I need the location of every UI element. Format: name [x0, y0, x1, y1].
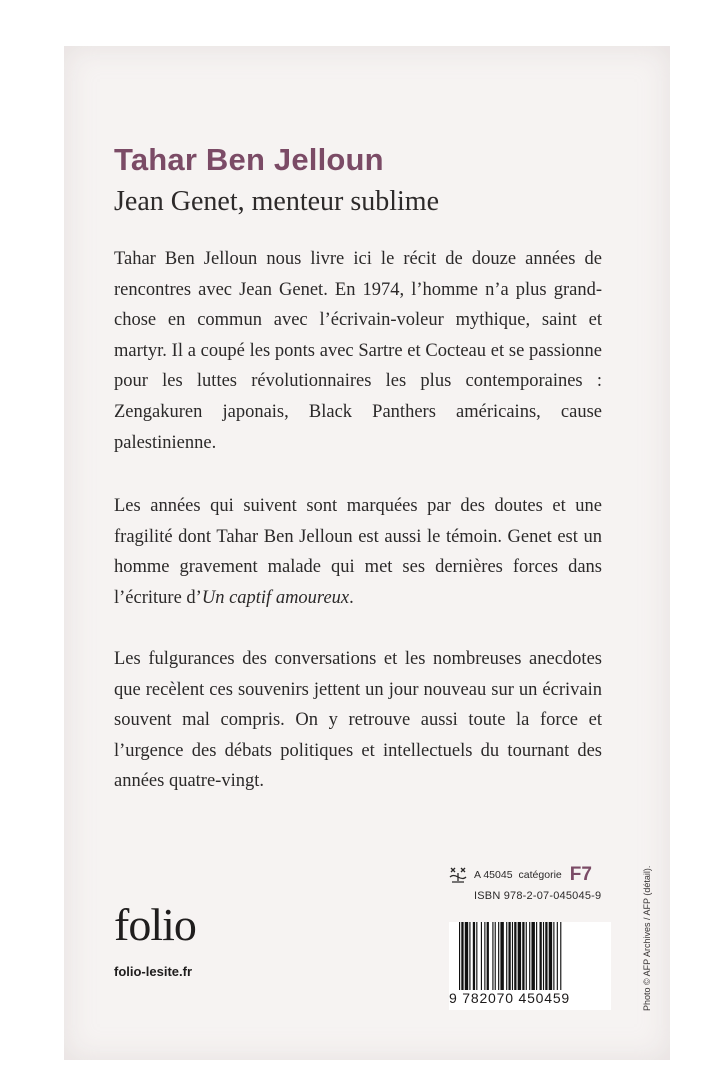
barcode-bar [529, 922, 530, 990]
barcode-bar [476, 922, 477, 990]
barcode-bar [549, 922, 552, 990]
blurb-paragraph-1: Tahar Ben Jelloun nous livre ici le récit de douze années de rencontres avec Jean Genet. En 1974, l’homme n’a plus grand-chose en commun avec l’écrivain-voleur mythique, saint et martyr. Il a coupé les ponts avec Sartre et Cocteau et se passionne pour les luttes révolutionnaires les plus contemporaines : Zengakuren japonais, Black Panthers américains, cause palestinienne. [114, 249, 602, 453]
isbn: ISBN 978-2-07-045045-9 [474, 890, 602, 902]
gallimard-pub-mark-icon [448, 866, 468, 884]
book-reference-italic: Un captif amoureux [201, 587, 350, 608]
barcode-bar [484, 922, 485, 990]
barcode-bar [536, 922, 537, 990]
barcode-bar [540, 922, 542, 990]
photo-credit: Photo © AFP Archives / AFP (détail). [642, 865, 652, 1011]
barcode-bar [545, 922, 547, 990]
barcode-bar [469, 922, 470, 990]
barcode-bar [498, 922, 499, 990]
folio-logo: folio [114, 899, 196, 950]
barcode-bar [481, 922, 482, 990]
barcode-bar [531, 922, 534, 990]
barcode-bar [508, 922, 510, 990]
barcode-bar [492, 922, 493, 990]
blurb-paragraph-2-end: . [349, 587, 354, 608]
barcode-bars [449, 922, 611, 990]
blurb-paragraph-2 [114, 491, 602, 613]
blurb-paragraph-3: Les fulgurances des conversations et les nombreuses anecdotes que recèlent ces souvenirs jettent un jour nouveau sur un écrivain souvent mal compris. On y retrouve aussi toute la force et l’urgence des débats politiques et intellectuels du tournant des années quatre-vingt. [114, 649, 602, 792]
barcode-bar [495, 922, 496, 990]
barcode-bar [512, 922, 513, 990]
category-code: F7 [569, 864, 592, 885]
barcode-bar [543, 922, 544, 990]
barcode-bar [487, 922, 489, 990]
author-name: Tahar Ben Jelloun [114, 142, 384, 177]
catalog-code: A 45045 [474, 869, 513, 881]
barcode-bar [465, 922, 468, 990]
barcode-bar [522, 922, 524, 990]
barcode-bar [473, 922, 475, 990]
barcode-bar [560, 922, 561, 990]
barcode-bar [557, 922, 558, 990]
category-label: catégorie [518, 869, 562, 881]
book-title: Jean Genet, menteur sublime [114, 186, 440, 217]
barcode-digits: 9 782070 450459 [449, 990, 611, 1006]
barcode-bar [518, 922, 521, 990]
isbn-barcode [449, 922, 611, 1010]
publisher-website: folio-lesite.fr [114, 964, 193, 979]
barcode-bar [500, 922, 503, 990]
catalog-info [448, 864, 608, 902]
catalog-row [448, 864, 608, 886]
blurb-paragraph-2-text: Les années qui suivent sont marquées par des doutes et une fragilité dont Tahar Ben Jelloun est aussi le témoin. Genet est un homme gravement malade qui met ses dernières forces dans l’écriture d’ [114, 496, 602, 608]
barcode-bar [553, 922, 554, 990]
barcode-bar [526, 922, 527, 990]
barcode-bar [506, 922, 507, 990]
barcode-bar [461, 922, 463, 990]
barcode-bar [459, 922, 460, 990]
barcode-bar [514, 922, 516, 990]
book-back-cover [64, 46, 670, 1060]
